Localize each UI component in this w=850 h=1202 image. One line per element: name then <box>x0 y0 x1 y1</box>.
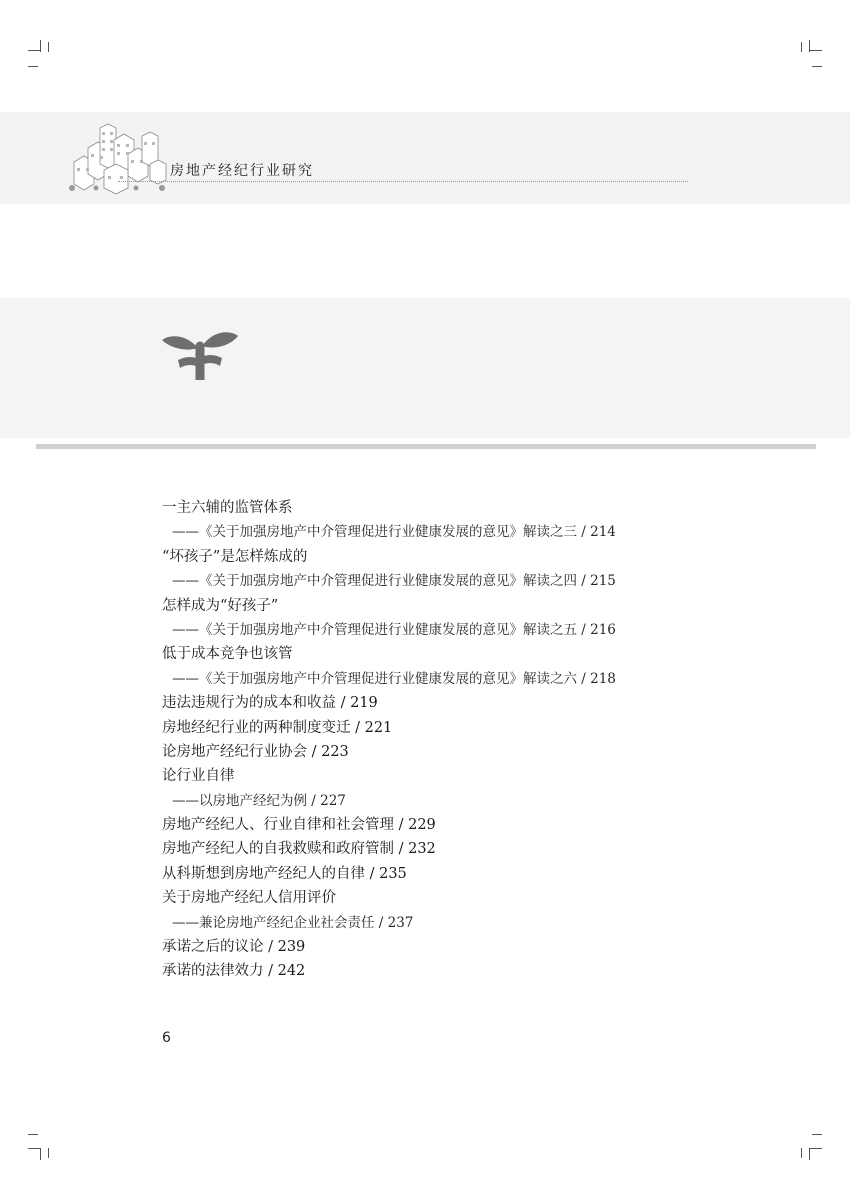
toc-item-title: 房地产经纪人、行业自律和社会管理 / 229 <box>162 817 436 834</box>
crop-mark-top-right-h2 <box>812 66 822 67</box>
section-band <box>0 298 850 438</box>
crop-mark-top-left-v <box>40 40 41 52</box>
crop-mark-bottom-left-v <box>40 1148 41 1160</box>
crop-mark-bottom-left-v2 <box>48 1148 49 1158</box>
toc-item-title: 论房地产经纪行业协会 / 223 <box>162 743 349 760</box>
crop-mark-bottom-right-h <box>812 1134 822 1135</box>
running-header-title: 房地产经纪行业研究 <box>170 163 314 179</box>
table-of-contents <box>162 496 702 984</box>
toc-item-subtitle: ——《关于加强房地产中介管理促进行业健康发展的意见》解读之四 / 215 <box>172 573 616 590</box>
crop-mark-bottom-right-v <box>809 1148 810 1160</box>
crop-mark-top-right-h <box>810 50 822 51</box>
toc-item-title: 承诺之后的议论 / 239 <box>162 939 306 956</box>
crop-mark-bottom-right-h2 <box>810 1148 822 1149</box>
toc-item-title: 违法违规行为的成本和收益 / 219 <box>162 695 378 712</box>
crop-mark-bottom-left-h <box>28 1134 38 1135</box>
toc-item-title: 房地产经纪人的自我救赎和政府管制 / 232 <box>162 841 436 858</box>
page-number: 6 <box>162 1030 171 1046</box>
toc-item-title: 一主六辅的监管体系 <box>162 500 293 516</box>
running-header-rule <box>118 181 688 182</box>
toc-item-subtitle: ——兼论房地产经纪企业社会责任 / 237 <box>172 914 414 931</box>
toc-item-title: 关于房地产经纪人信用评价 <box>162 890 336 907</box>
toc-item-title: 论行业自律 <box>162 768 235 785</box>
crop-mark-bottom-right-v2 <box>801 1148 802 1158</box>
section-divider <box>36 444 816 449</box>
sprout-icon <box>160 328 240 380</box>
toc-item-title: 房地经纪行业的两种制度变迁 / 221 <box>162 719 393 736</box>
toc-item-subtitle: ——《关于加强房地产中介管理促进行业健康发展的意见》解读之三 / 214 <box>172 524 616 541</box>
toc-item-title: 承诺的法律效力 / 242 <box>162 963 306 980</box>
toc-item-subtitle: ——《关于加强房地产中介管理促进行业健康发展的意见》解读之五 / 216 <box>172 621 616 638</box>
toc-item-title: 从科斯想到房地产经纪人的自律 / 235 <box>162 865 407 882</box>
crop-mark-top-right-v <box>809 40 810 52</box>
toc-item-title: 低于成本竞争也该管 <box>162 646 293 663</box>
crop-mark-top-right-v2 <box>801 42 802 52</box>
toc-item-subtitle: ——以房地产经纪为例 / 227 <box>172 792 346 809</box>
crop-mark-bottom-left-h2 <box>28 1148 40 1149</box>
crop-mark-top-left-v2 <box>48 42 49 52</box>
toc-item-title: 怎样成为“好孩子” <box>162 597 279 614</box>
toc-item-title: “坏孩子”是怎样炼成的 <box>162 548 308 565</box>
city-buildings-icon <box>66 118 170 196</box>
crop-mark-top-left-h <box>28 50 40 51</box>
toc-item-subtitle: ——《关于加强房地产中介管理促进行业健康发展的意见》解读之六 / 218 <box>172 670 616 687</box>
crop-mark-top-left-h2 <box>28 66 38 67</box>
